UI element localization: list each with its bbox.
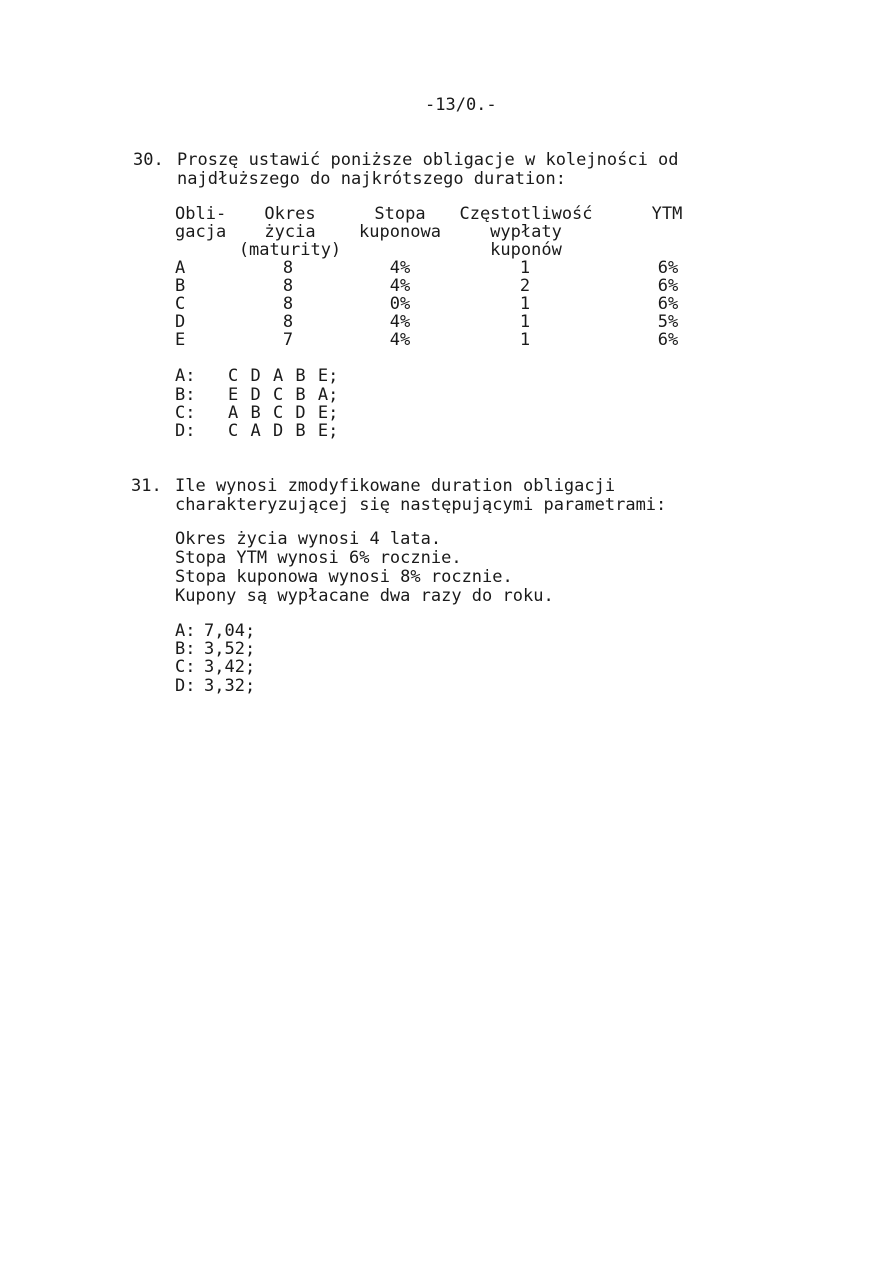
parameter-line: Stopa kuponowa wynosi 8% rocznie. (175, 567, 513, 587)
cell-maturity: 7 (282, 330, 294, 350)
cell-ytm: 6% (657, 258, 679, 278)
cell-frequency: 1 (519, 312, 531, 332)
option-value: C D A B E; (228, 366, 339, 386)
option-label: D: (175, 676, 196, 696)
header-bond-line-1: Obli- (175, 204, 227, 224)
option-value: E D C B A; (228, 385, 339, 405)
cell-coupon: 0% (389, 294, 411, 314)
question-text-line-2: najdłuższego do najkrótszego duration: (177, 169, 566, 189)
cell-ytm: 5% (657, 312, 679, 332)
header-maturity-line-1: Okres (264, 204, 316, 224)
cell-coupon: 4% (389, 258, 411, 278)
header-ytm: YTM (651, 204, 683, 224)
header-frequency-line-1: Częstotliwość (459, 204, 593, 224)
header-coupon-line-2: kuponowa (359, 222, 441, 242)
option-value: 3,42; (204, 657, 256, 677)
option-label: A: (175, 366, 196, 386)
cell-bond: C (175, 294, 186, 314)
cell-maturity: 8 (282, 294, 294, 314)
header-bond-line-2: gacja (175, 222, 227, 242)
parameter-line: Okres życia wynosi 4 lata. (175, 529, 442, 549)
option-value: C A D B E; (228, 421, 339, 441)
question-number: 30. (133, 150, 164, 170)
parameter-line: Kupony są wypłacane dwa razy do roku. (175, 586, 554, 606)
cell-bond: A (175, 258, 186, 278)
question-text-line-1: Proszę ustawić poniższe obligacje w kolejności od (177, 150, 679, 170)
option-value: 3,52; (204, 639, 256, 659)
cell-frequency: 1 (519, 330, 531, 350)
option-label: B: (175, 639, 196, 659)
cell-ytm: 6% (657, 294, 679, 314)
cell-coupon: 4% (389, 312, 411, 332)
question-text-line-1: Ile wynosi zmodyfikowane duration obligacji (175, 476, 616, 496)
cell-maturity: 8 (282, 276, 294, 296)
cell-ytm: 6% (657, 330, 679, 350)
option-label: D: (175, 421, 196, 441)
option-value: A B C D E; (228, 403, 339, 423)
option-value: 7,04; (204, 621, 256, 641)
cell-coupon: 4% (389, 276, 411, 296)
cell-maturity: 8 (282, 258, 294, 278)
option-label: A: (175, 621, 196, 641)
option-label: C: (175, 657, 196, 677)
header-coupon-line-1: Stopa (374, 204, 426, 224)
header-maturity-line-3: (maturity) (238, 240, 342, 260)
cell-bond: D (175, 312, 186, 332)
cell-maturity: 8 (282, 312, 294, 332)
cell-frequency: 1 (519, 258, 531, 278)
option-value: 3,32; (204, 676, 256, 696)
question-text-line-2: charakteryzującej się następującymi parametrami: (175, 495, 667, 515)
cell-frequency: 2 (519, 276, 531, 296)
cell-frequency: 1 (519, 294, 531, 314)
cell-bond: B (175, 276, 186, 296)
cell-bond: E (175, 330, 186, 350)
cell-coupon: 4% (389, 330, 411, 350)
header-frequency-line-2: wypłaty (490, 222, 562, 242)
page-number: -13/0.- (425, 95, 497, 115)
option-label: C: (175, 403, 196, 423)
cell-ytm: 6% (657, 276, 679, 296)
option-label: B: (175, 385, 196, 405)
question-number: 31. (131, 476, 162, 496)
header-frequency-line-3: kuponów (490, 240, 562, 260)
parameter-line: Stopa YTM wynosi 6% rocznie. (175, 548, 462, 568)
header-maturity-line-2: życia (264, 222, 316, 242)
